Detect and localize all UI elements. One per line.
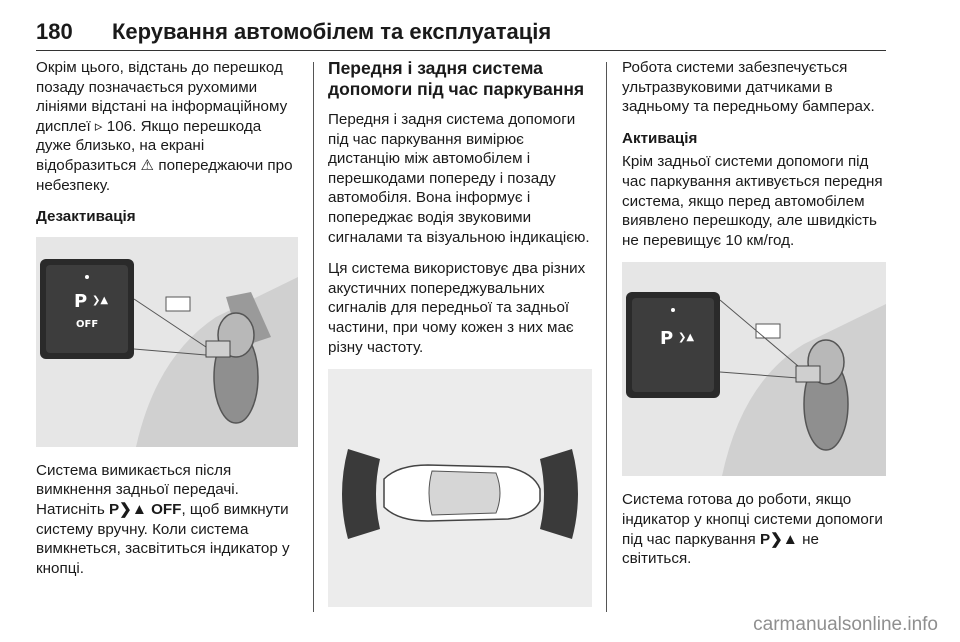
activation-heading: Активація <box>622 129 698 147</box>
figure-console-off <box>36 237 298 447</box>
parking-sensor-icon: ❯▲ <box>678 332 695 344</box>
deactivation-text: Система вимикається після вимкнення задньої передачі. Натисніть P❯▲ OFF, щоб вимкнути систему вручну. Коли система вимкнеться, засвітиться індикатор у кнопці. <box>36 461 290 577</box>
column-divider <box>606 62 607 612</box>
section-heading: Передня і задня система допомоги під час паркування <box>328 58 585 99</box>
activation-text: Крім задньої системи допомоги під час паркування активується передня система, якщо перед автомобілем виявлено перешкоду, але швидкість не перевищує 10 км/год. <box>622 153 883 249</box>
column-middle <box>328 58 592 621</box>
column-divider <box>313 62 314 612</box>
figure-car-sensors <box>328 369 592 607</box>
parking-sensor-icon: ❯▲ <box>92 294 109 306</box>
page-number: 180 <box>36 19 73 44</box>
figure-console-on <box>622 262 886 476</box>
warning-triangle-icon: ⚠ <box>140 156 155 174</box>
parking-assist-icon: P❯▲ <box>759 530 798 548</box>
watermark: carmanualsonline.info <box>753 614 938 635</box>
column-left <box>36 58 298 590</box>
paragraph-2: Ця система використовує два різних акустичних попереджувальних сигналів для передньої та задньої частини, при чому кожен з них має різну частоту. <box>328 260 586 356</box>
intro-paragraph: Окрім цього, відстань до перешкод позаду позначається рухомими лініями відстані на інформаційному дисплеї ▹ 106. Якщо перешкода дуже близько, на екрані відобразиться ⚠ попереджаючи про небезпеку. <box>36 59 293 194</box>
column-right <box>622 58 886 581</box>
page-ref-icon: ▹ <box>94 117 103 135</box>
page-ref: 106 <box>106 117 133 135</box>
parking-assist-icon: P❯▲ <box>108 500 147 518</box>
button-p-label: P <box>660 328 674 350</box>
ready-text: Система готова до роботи, якщо індикатор у кнопці системи допомоги під час паркування P❯▲ не світиться. <box>622 491 883 568</box>
page-header <box>36 14 886 51</box>
intro-paragraph: Робота системи забезпечується ультразвуковими датчиками в задньому та передньому бамперах. <box>622 59 875 116</box>
page-title: Керування автомобілем та експлуатація <box>112 19 552 44</box>
button-off-label: OFF <box>76 318 99 330</box>
deactivation-heading: Дезактивація <box>36 208 136 226</box>
paragraph-1: Передня і задня система допомоги під час паркування вимірює дистанцію між автомобілем і перешкодами попереду і позаду автомобіля. Вона інформує і попереджає водія звуковими сигналами та візуальною індикацією. <box>328 111 590 246</box>
button-p-label: P <box>74 290 88 312</box>
